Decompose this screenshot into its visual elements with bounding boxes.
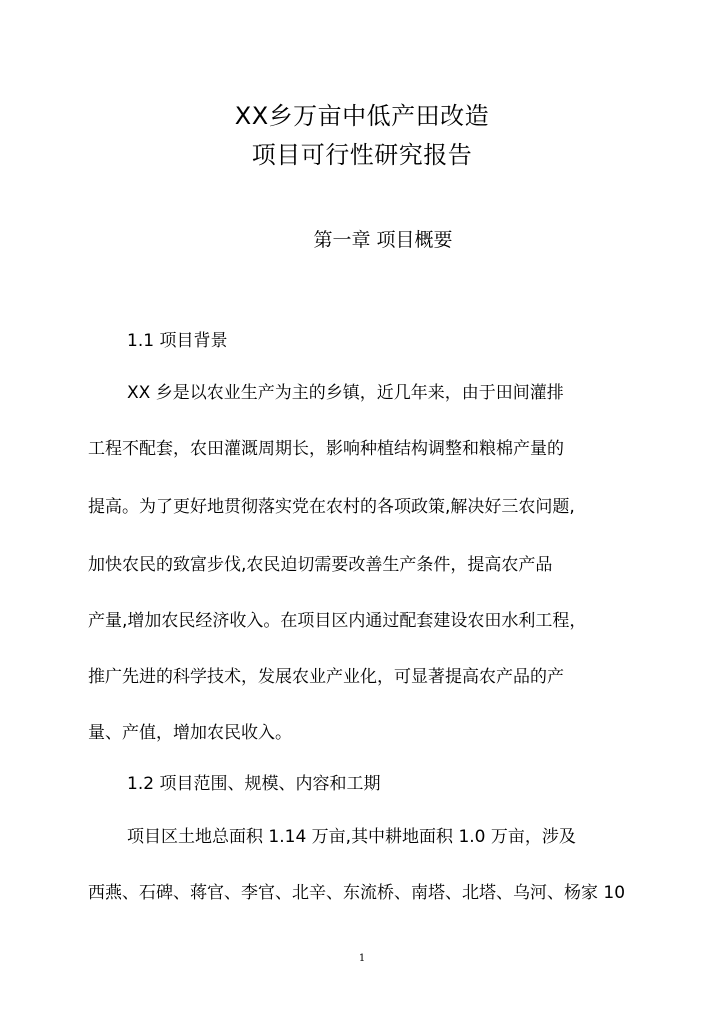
paragraph-line: 工程不配套，农田灌溉周期长，影响种植结构调整和粮棉产量的 [88,439,564,459]
paragraph-line: 推广先进的科学技术，发展农业产业化，可显著提高农产品的产 [88,667,564,687]
paragraph-line: 西燕、石碑、蒋官、李官、北辛、东流桥、南塔、北塔、乌河、杨家 10 [88,883,626,903]
page-number: 1 [358,953,366,964]
section-heading-1-2: 1.2 项目范围、规模、内容和工期 [127,774,381,794]
paragraph-line: 项目区土地总面积 1.14 万亩,其中耕地面积 1.0 万亩，涉及 [127,827,576,847]
paragraph-line: 加快农民的致富步伐,农民迫切需要改善生产条件，提高农产品 [88,555,553,575]
document-title-line-2: 项目可行性研究报告 [251,141,473,169]
section-heading-1-1: 1.1 项目背景 [127,331,228,351]
paragraph-line: 量、产值，增加农民收入。 [88,723,292,743]
chapter-heading: 第一章 项目概要 [313,229,453,251]
paragraph-line: 提高。为了更好地贯彻落实党在农村的各项政策,解决好三农问题, [88,497,575,517]
document-title-line-1: XX乡万亩中低产田改造 [234,102,490,130]
paragraph-line: 产量,增加农民经济收入。在项目区内通过配套建设农田水利工程， [88,611,587,631]
paragraph-line: XX 乡是以农业生产为主的乡镇，近几年来，由于田间灌排 [127,383,564,403]
